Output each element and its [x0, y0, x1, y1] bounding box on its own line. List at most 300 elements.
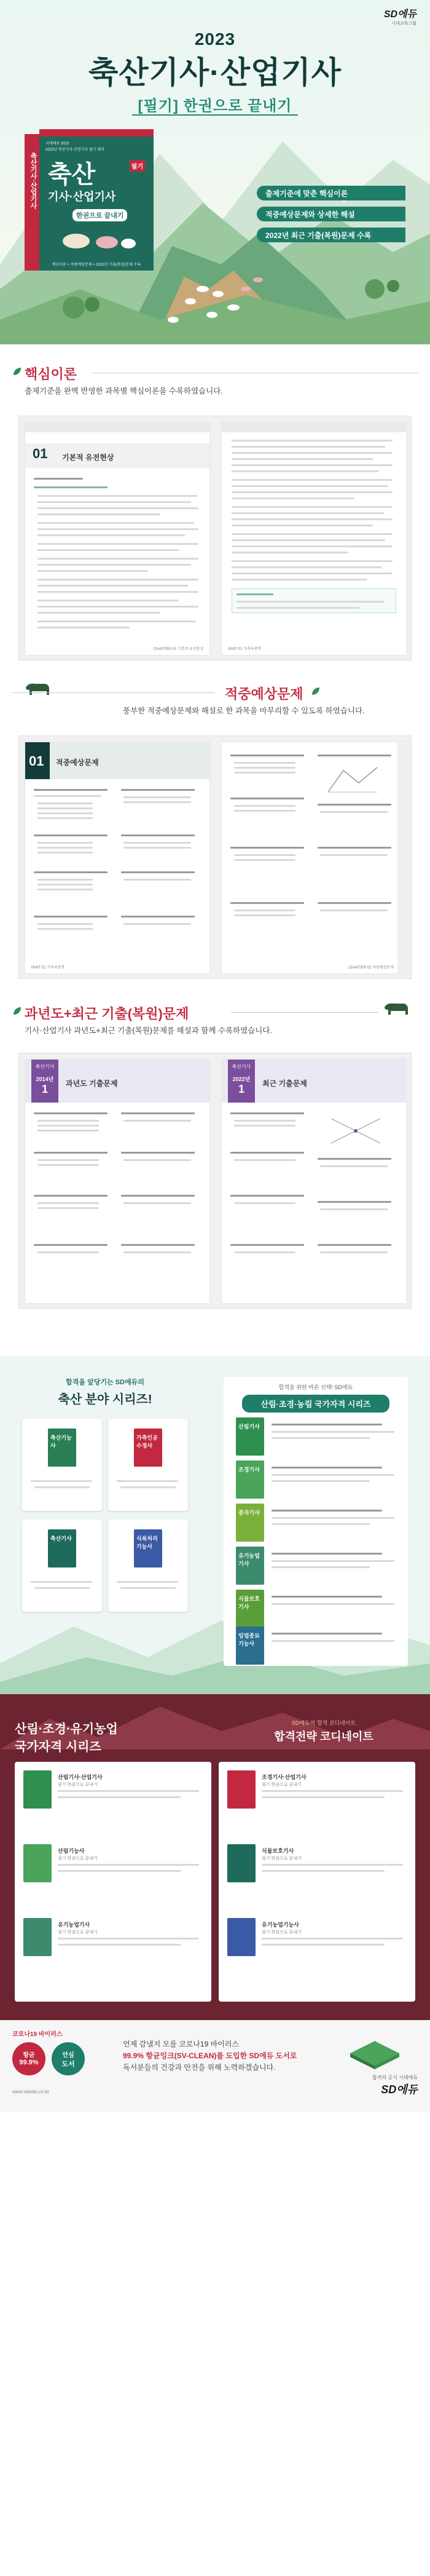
text-line	[232, 506, 393, 508]
text-line	[37, 585, 188, 587]
text-line	[272, 1640, 394, 1642]
brand-logo[interactable]	[384, 6, 416, 26]
text-line	[37, 495, 197, 497]
book-thumb	[236, 1547, 264, 1585]
book-title: 축산기능사	[50, 1435, 72, 1449]
section-title: 과년도+최근 기출(복원)문제	[25, 1006, 189, 1021]
text-line	[37, 879, 93, 881]
diagram-figure	[325, 1112, 386, 1149]
text-line	[123, 801, 191, 803]
text-line	[237, 607, 359, 609]
book-card[interactable]	[22, 1520, 102, 1612]
text-line	[31, 1480, 92, 1482]
exam-year: 2014년	[36, 1076, 54, 1082]
text-line	[272, 1510, 382, 1512]
book-cover	[25, 129, 154, 271]
text-line	[58, 1796, 181, 1798]
promo2-item-name: 유기농업기능사	[262, 1922, 299, 1928]
text-line	[232, 552, 348, 553]
chapter-number: 01	[29, 753, 44, 769]
text-line	[37, 579, 198, 581]
page-footer: CHAPTER 01 적중예상문제	[348, 966, 394, 970]
text-line	[37, 852, 93, 854]
book-spine-text: 축산기사·산업기사	[29, 153, 37, 209]
book-thumb	[134, 1429, 162, 1467]
text-line	[37, 558, 198, 560]
text-line	[234, 1125, 295, 1127]
sample-spread-expected-questions	[18, 735, 412, 979]
corona-text-3: 독서분들의 건강과 안전을 위해 노력하겠습니다.	[123, 2063, 276, 2072]
book-tag: 한권으로 끝내기	[72, 209, 127, 221]
series-promo-2	[0, 1694, 430, 2020]
hero-year: 2023	[194, 30, 236, 49]
text-line	[234, 1202, 295, 1204]
footer-brand-name: SD에듀	[381, 2083, 418, 2096]
section-divider	[12, 692, 215, 693]
text-line	[37, 1120, 99, 1122]
book-thumb	[48, 1529, 76, 1567]
chapter-title: 기본적 유전현상	[62, 453, 114, 462]
text-line	[272, 1474, 394, 1476]
text-line	[58, 1944, 181, 1946]
badge-safe-book	[52, 2042, 85, 2075]
text-line	[230, 1152, 304, 1154]
book-card[interactable]	[22, 1419, 102, 1511]
book-title: 식육처리기능사	[136, 1536, 158, 1550]
promo2-item-name: 산림기사·산업기사	[58, 1774, 103, 1780]
text-line	[37, 1202, 99, 1204]
book-thumb	[227, 1918, 256, 1956]
text-line	[37, 1251, 99, 1253]
text-line	[262, 1870, 385, 1872]
text-line	[232, 440, 393, 442]
text-line	[37, 1125, 99, 1127]
book-bottom-text: 핵심이론 + 적중예상문제 + 2022년 기출(복원)문제 수록	[52, 263, 141, 267]
promo2-left-head-2: 국가자격 시리즈	[15, 1740, 101, 1754]
promo2-left-panel	[15, 1762, 211, 2002]
text-line	[123, 1120, 191, 1122]
text-line	[123, 1159, 191, 1161]
antibacterial-banner	[0, 2020, 430, 2100]
book-thumb	[236, 1590, 264, 1628]
exam-year-tag	[31, 1060, 58, 1103]
text-line	[232, 579, 367, 581]
text-line	[37, 612, 160, 614]
section-past-exams-header	[0, 1004, 430, 1040]
text-line	[230, 1112, 304, 1114]
text-line	[234, 810, 295, 812]
book-stack-icon	[344, 2035, 405, 2069]
text-line	[121, 834, 195, 836]
text-line	[272, 1553, 382, 1555]
footer-brand[interactable]	[372, 2074, 418, 2097]
text-line	[272, 1424, 382, 1425]
text-line	[320, 811, 388, 813]
sample-page-left	[25, 422, 209, 655]
text-line	[232, 464, 393, 466]
text-line	[262, 1790, 403, 1792]
text-line	[232, 533, 393, 535]
text-line	[37, 543, 198, 545]
promo1-right-panel	[224, 1377, 408, 1666]
brand-logo-text: SD에듀	[383, 9, 416, 20]
sample-spread-past-exams	[18, 1053, 412, 1309]
book-title: 유기농업기사	[238, 1553, 260, 1567]
text-line	[37, 803, 93, 804]
text-line	[123, 1251, 191, 1253]
text-line	[123, 847, 191, 849]
text-line	[58, 1870, 181, 1872]
section-core-theory-header	[0, 364, 430, 401]
text-line	[58, 1938, 199, 1940]
text-line	[120, 1486, 176, 1488]
text-line	[232, 560, 393, 562]
text-line	[58, 1864, 199, 1866]
text-line	[234, 1159, 295, 1161]
sample-page-right	[222, 1060, 406, 1303]
promo1-left-head-2: 축산 분야 시리즈!	[58, 1393, 152, 1406]
book-top-text: 2023년 축산기사·산업기사 필기 대비	[45, 148, 104, 152]
footer-strip	[0, 2100, 430, 2112]
text-line	[320, 1208, 388, 1210]
cow-icon	[23, 680, 52, 697]
text-line	[37, 507, 198, 509]
text-line	[34, 789, 108, 791]
text-line	[262, 1796, 385, 1798]
text-line	[58, 1790, 199, 1792]
promo2-item-desc: 필기 한권으로 끝내기	[58, 1930, 98, 1935]
leaf-icon	[12, 367, 22, 376]
book-title-badge: 필기	[130, 160, 145, 172]
text-line	[318, 1158, 391, 1160]
promo2-right-panel	[219, 1762, 415, 2002]
badge-antibacterial	[12, 2042, 45, 2075]
series-promo-1	[0, 1356, 430, 1694]
section-desc: 기사·산업기사 과년도+최근 기출(복원)문제를 해설과 함께 수록하였습니다.	[25, 1026, 272, 1035]
text-line	[232, 566, 382, 568]
text-line	[232, 446, 385, 448]
text-line	[120, 1587, 176, 1589]
diagram-figure	[325, 764, 380, 795]
text-line	[320, 1251, 388, 1253]
text-line	[123, 796, 191, 798]
text-line	[262, 1938, 403, 1940]
text-line	[237, 593, 273, 595]
text-line	[37, 817, 93, 819]
text-line	[230, 755, 304, 756]
book-spine	[25, 134, 39, 271]
text-line	[272, 1566, 370, 1568]
text-line	[230, 847, 304, 849]
text-line	[232, 525, 373, 526]
text-line	[37, 513, 160, 515]
text-line	[272, 1560, 394, 1562]
book-thumb	[236, 1504, 264, 1542]
text-line	[37, 847, 93, 849]
promo2-left-head-1: 산림·조경·유기농업	[15, 1722, 118, 1736]
exam-round: 1	[41, 1083, 48, 1095]
text-line	[234, 767, 295, 769]
sample-spread-core-theory	[18, 416, 412, 660]
text-line	[37, 591, 198, 593]
text-line	[37, 606, 198, 608]
section-desc: 출제기준을 완벽 반영한 과목별 핵심이론을 수록하였습니다.	[25, 387, 223, 395]
text-line	[34, 1112, 108, 1114]
exam-title: 과년도 기출문제	[66, 1079, 118, 1088]
promo2-item-desc: 필기 한권으로 끝내기	[58, 1857, 98, 1861]
exam-round: 1	[238, 1083, 244, 1095]
text-line	[37, 627, 130, 628]
text-line	[234, 1251, 295, 1253]
cow-icon	[382, 1000, 410, 1017]
page-footer: PART 01 가축육종학	[228, 648, 262, 651]
text-line	[230, 1244, 304, 1246]
text-line	[272, 1480, 370, 1482]
text-line	[37, 534, 185, 536]
text-line	[37, 889, 93, 890]
promo2-item-name: 유기농업기사	[58, 1922, 90, 1928]
text-line	[232, 545, 393, 547]
text-line	[37, 522, 194, 524]
text-line	[234, 859, 295, 861]
text-line	[272, 1517, 394, 1519]
text-line	[37, 501, 191, 503]
side-index-bar	[397, 742, 406, 973]
promo2-item-name: 조경기사·산업기사	[262, 1774, 307, 1780]
promo2-right-head	[235, 1719, 413, 1744]
text-line	[117, 1581, 178, 1583]
promo1-right-head-1: 합격을 위한 바른 선택! SD에듀	[278, 1384, 353, 1390]
text-line	[230, 902, 304, 904]
badge-line-2: 도서	[61, 2061, 75, 2068]
book-title: 가축인공수정사	[136, 1435, 158, 1449]
section-desc: 풍부한 적중예상문제와 해설로 한 과목을 마무리할 수 있도록 하였습니다.	[123, 707, 365, 715]
sample-page-right	[222, 742, 406, 973]
chapter-number: 01	[33, 446, 48, 461]
book-thumb	[23, 1918, 52, 1956]
book-front	[39, 129, 154, 271]
text-line	[37, 620, 196, 622]
feature-pill-1: 출제기준에 맞춘 핵심이론	[257, 186, 405, 200]
book-title: 축산기사	[50, 1536, 72, 1542]
badge-line-1: 안심	[62, 2052, 74, 2059]
text-line	[234, 914, 295, 916]
text-line	[234, 854, 295, 856]
promo1-right-head-2: 산림·조경·농림 국가자격 시리즈	[242, 1395, 389, 1413]
hero-subtitle-underline	[132, 114, 298, 116]
promo2-item-desc: 필기 한권으로 끝내기	[262, 1783, 302, 1787]
section-divider	[231, 1012, 378, 1013]
leaf-icon	[311, 686, 321, 696]
text-line	[34, 1244, 108, 1246]
text-line	[232, 573, 393, 574]
book-card[interactable]	[108, 1520, 188, 1612]
exam-title: 최근 기출문제	[262, 1079, 307, 1088]
promo1-left-panel	[22, 1377, 188, 1672]
page-bottom-space	[0, 2112, 430, 2576]
text-line	[37, 1159, 99, 1161]
promo2-right-head-1: SD에듀의 합격 코디네이트	[291, 1720, 356, 1726]
promo2-item-desc: 필기 한권으로 끝내기	[262, 1930, 302, 1935]
site-url[interactable]: www.sdedu.co.kr	[12, 2089, 50, 2094]
section-expected-questions-header	[0, 684, 430, 721]
text-line	[37, 884, 93, 886]
text-line	[121, 1152, 195, 1154]
text-line	[37, 842, 93, 844]
book-thumb	[23, 1844, 52, 1882]
text-line	[34, 478, 83, 480]
text-line	[123, 1202, 191, 1204]
text-line	[232, 539, 385, 541]
book-title: 조경기사	[238, 1467, 260, 1473]
page-header-band	[25, 422, 209, 432]
text-line	[230, 798, 304, 799]
chapter-title: 적중예상문제	[56, 758, 99, 767]
text-line	[121, 1195, 195, 1197]
promo2-left-head	[15, 1719, 168, 1754]
badge-line-2: 99.9%	[19, 2059, 39, 2066]
text-line	[34, 795, 101, 797]
text-line	[34, 1195, 108, 1197]
text-line	[318, 1244, 391, 1246]
sample-page-left	[25, 1060, 209, 1303]
text-line	[272, 1633, 382, 1635]
text-line	[121, 789, 195, 791]
hero-banner	[0, 0, 430, 344]
exam-year: 2022년	[232, 1076, 251, 1082]
text-line	[121, 1244, 195, 1246]
text-line	[237, 601, 384, 603]
footer-brand-sub: 합격의 공식 시대에듀	[372, 2075, 418, 2080]
text-line	[37, 570, 148, 572]
text-line	[232, 452, 393, 454]
text-line	[262, 1864, 403, 1866]
page-footer: PART 01 가축육종학	[31, 966, 65, 970]
text-line	[37, 600, 179, 601]
text-line	[318, 1201, 391, 1203]
text-line	[232, 470, 379, 472]
page-header-band	[222, 422, 406, 432]
page-footer: CHAPTER 01 기본적 유전현상	[154, 648, 203, 651]
text-line	[37, 564, 191, 566]
text-line	[37, 528, 198, 530]
promo1-left-head-1: 합격을 앞당기는 SD에듀의	[66, 1379, 144, 1386]
feature-pill-3: 2022년 최근 기출(복원)문제 수록	[257, 228, 405, 242]
hero-title: 축산기사·산업기사	[88, 55, 342, 90]
section-title: 핵심이론	[25, 367, 77, 382]
text-line	[262, 1944, 385, 1946]
text-line	[234, 1120, 295, 1122]
text-line	[272, 1467, 382, 1468]
text-line	[121, 1112, 195, 1114]
text-line	[318, 902, 391, 904]
exam-label: 축산기사	[35, 1064, 55, 1069]
corona-title: 코로나19 바이러스	[12, 2031, 63, 2038]
text-line	[37, 549, 179, 551]
book-thumb	[236, 1627, 264, 1665]
leaf-icon	[12, 1006, 22, 1016]
text-line	[232, 491, 393, 493]
text-line	[34, 486, 108, 488]
text-line	[37, 928, 93, 930]
text-line	[37, 812, 93, 814]
text-line	[230, 1195, 304, 1197]
text-line	[318, 804, 391, 806]
chapter-band	[25, 443, 209, 468]
text-line	[234, 910, 295, 911]
text-line	[34, 916, 108, 917]
hero-subtitle: [필기] 한권으로 끝내기	[138, 98, 292, 114]
book-title: 임업종묘기능사	[238, 1633, 260, 1647]
text-line	[37, 1164, 99, 1166]
text-line	[232, 512, 384, 514]
promo2-item-name: 식물보호기사	[262, 1848, 294, 1854]
text-line	[31, 1581, 92, 1583]
book-thumb	[227, 1770, 256, 1809]
text-line	[232, 518, 393, 520]
text-line	[121, 871, 195, 873]
text-line	[123, 842, 191, 844]
text-line	[34, 1587, 90, 1589]
text-line	[234, 762, 295, 764]
text-line	[37, 1207, 99, 1209]
section-title: 적중예상문제	[225, 686, 303, 702]
text-line	[318, 847, 391, 849]
book-cover-illustration	[52, 223, 144, 253]
book-subtitle: 기사·산업기사	[48, 191, 116, 203]
book-title: 산림기사	[238, 1424, 260, 1430]
text-line	[272, 1437, 370, 1439]
corona-text	[123, 2039, 297, 2074]
promo2-item-name: 산림기능사	[58, 1848, 85, 1854]
sample-page-left	[25, 742, 209, 973]
text-line	[34, 871, 108, 873]
sample-page-right	[222, 422, 406, 655]
text-line	[318, 755, 391, 756]
book-thumb	[134, 1529, 162, 1567]
exam-label: 축산기사	[232, 1064, 251, 1069]
text-line	[37, 923, 93, 925]
exam-year-tag	[228, 1060, 255, 1103]
text-line	[34, 1486, 90, 1488]
text-line	[272, 1603, 394, 1605]
text-line	[234, 805, 295, 807]
book-thumb	[23, 1770, 52, 1809]
book-title: 축산	[48, 161, 96, 188]
text-line	[123, 879, 191, 881]
brand-logo-sub: 시대교육그룹	[391, 22, 416, 26]
text-line	[34, 1152, 108, 1154]
text-line	[272, 1596, 382, 1598]
promo2-item-desc: 필기 한권으로 끝내기	[262, 1857, 302, 1861]
text-line	[123, 923, 191, 925]
text-line	[272, 1523, 370, 1525]
text-line	[232, 458, 373, 460]
book-thumb	[227, 1844, 256, 1882]
corona-text-1: 언제 감낼지 모를 코로나19 바이러스	[123, 2040, 239, 2048]
text-line	[121, 916, 195, 917]
book-card[interactable]	[108, 1419, 188, 1511]
book-thumb	[236, 1460, 264, 1499]
text-line	[232, 497, 354, 499]
text-line	[234, 772, 295, 774]
book-thumb	[48, 1429, 76, 1467]
text-line	[37, 807, 93, 809]
feature-pill-2: 적중예상문제와 상세한 해설	[257, 207, 405, 221]
text-line	[37, 1130, 99, 1131]
book-thumb	[236, 1417, 264, 1456]
book-title: 종자기사	[238, 1510, 260, 1516]
